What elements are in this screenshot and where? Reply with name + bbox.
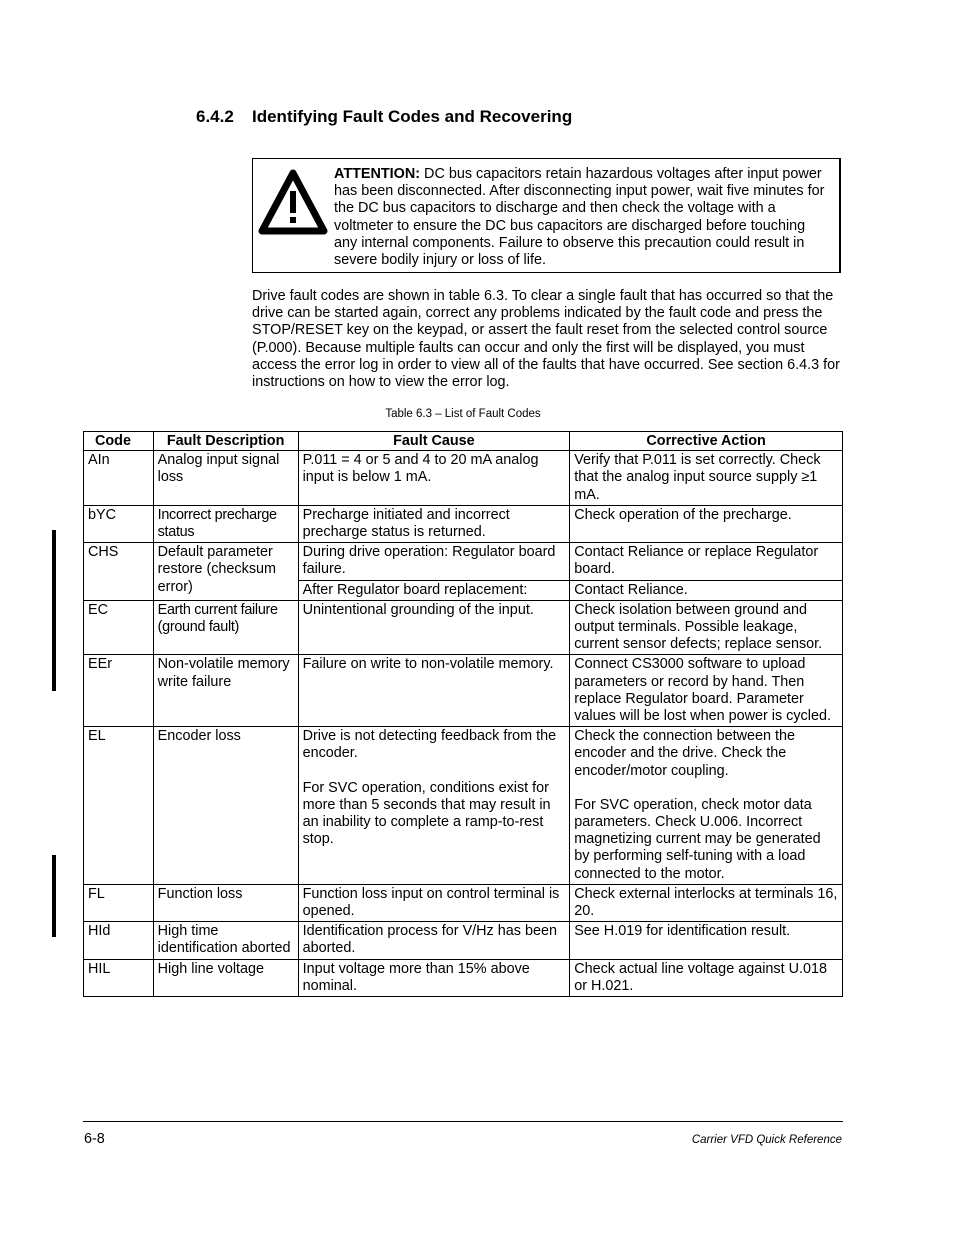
section-number: 6.4.2 <box>196 107 234 126</box>
fault-cause: Function loss input on control terminal is opened. <box>298 884 570 921</box>
fault-cause: During drive operation: Regulator board failure. <box>298 543 570 580</box>
corrective-action: Contact Reliance. <box>570 580 843 600</box>
table-row <box>84 727 843 885</box>
attention-label: ATTENTION: <box>334 166 421 182</box>
table-row <box>84 543 843 580</box>
fault-codes-table <box>83 431 843 997</box>
fault-description: High line voltage <box>153 959 298 996</box>
fault-code: EC <box>84 600 154 655</box>
fault-code: HIL <box>84 959 154 996</box>
fault-description: High time identification aborted <box>153 922 298 959</box>
fault-description: Analog input signal loss <box>153 451 298 506</box>
corrective-action-part: For SVC operation, check motor data parameters. Check U.006. Incorrect magnetizing current may be generated by performing self-tuning with a load connected to the motor. <box>574 796 821 882</box>
table-row <box>84 884 843 921</box>
change-bar <box>52 530 56 691</box>
fault-cause: After Regulator board replacement: <box>298 580 570 600</box>
fault-code: HId <box>84 922 154 959</box>
table-row <box>84 655 843 727</box>
header-cause: Fault Cause <box>298 432 570 451</box>
corrective-action: Contact Reliance or replace Regulator board. <box>570 543 843 580</box>
section-title: Identifying Fault Codes and Recovering <box>252 107 573 126</box>
fault-description: Encoder loss <box>153 727 298 885</box>
fault-cause: Failure on write to non-volatile memory. <box>298 655 570 727</box>
footer-rule <box>83 1121 843 1122</box>
corrective-action: Verify that P.011 is set correctly. Check that the analog input source supply ≥1 mA. <box>570 451 843 506</box>
warning-triangle-icon <box>258 169 328 235</box>
table-row <box>84 451 843 506</box>
corrective-action: Check operation of the precharge. <box>570 505 843 542</box>
table-row <box>84 959 843 996</box>
corrective-action <box>570 727 843 885</box>
change-bar <box>52 855 56 937</box>
fault-cause: P.011 = 4 or 5 and 4 to 20 mA analog input is below 1 mA. <box>298 451 570 506</box>
fault-code: EL <box>84 727 154 885</box>
intro-paragraph: Drive fault codes are shown in table 6.3. To clear a single fault that has occurred so that the drive can be started again, correct any problems indicated by the fault code and press the STOP/RESET key on the keypad, or assert the fault reset from the selected control source (P.000). Because multiple faults can occur and only the first will be displayed, you must access the error log in order to view all of the faults that have occurred. See section 6.4.3 for instructions on how to view the error log. <box>252 288 840 391</box>
fault-cause-part: For SVC operation, conditions exist for more than 5 seconds that may result in an inability to complete a ramp-to-rest stop. <box>302 779 551 848</box>
fault-description: Incorrect precharge status <box>153 505 298 542</box>
fault-cause: Unintentional grounding of the input. <box>298 600 570 655</box>
table-row <box>84 922 843 959</box>
fault-code: EEr <box>84 655 154 727</box>
corrective-action-part: Check the connection between the encoder and the drive. Check the encoder/motor coupling. <box>574 728 796 779</box>
attention-box <box>252 158 841 273</box>
fault-code: FL <box>84 884 154 921</box>
table-row <box>84 505 843 542</box>
fault-description: Non-volatile memory write failure <box>153 655 298 727</box>
fault-description: Default parameter restore (checksum error) <box>153 543 298 601</box>
fault-code: bYC <box>84 505 154 542</box>
fault-description: Earth current failure (ground fault) <box>153 600 298 655</box>
fault-code: CHS <box>84 543 154 601</box>
table-row <box>84 600 843 655</box>
fault-code: AIn <box>84 451 154 506</box>
attention-text <box>334 166 830 269</box>
fault-cause <box>298 727 570 885</box>
fault-description: Function loss <box>153 884 298 921</box>
fault-cause-part: Drive is not detecting feedback from the encoder. <box>302 728 557 762</box>
corrective-action: Check isolation between ground and output terminals. Possible leakage, current sensor defects; replace sensor. <box>570 600 843 655</box>
header-action: Corrective Action <box>570 432 843 451</box>
document-title: Carrier VFD Quick Reference <box>691 1134 842 1146</box>
corrective-action: Connect CS3000 software to upload parameters or record by hand. Then replace Regulator board. Parameter values will be lost when power is cycled. <box>570 655 843 727</box>
page-number: 6-8 <box>84 1131 105 1147</box>
fault-cause: Input voltage more than 15% above nominal. <box>298 959 570 996</box>
header-code: Code <box>84 432 154 451</box>
corrective-action: Check actual line voltage against U.018 or H.021. <box>570 959 843 996</box>
table-header-row <box>84 432 843 451</box>
corrective-action: Check external interlocks at terminals 16, 20. <box>570 884 843 921</box>
corrective-action: See H.019 for identification result. <box>570 922 843 959</box>
fault-cause: Precharge initiated and incorrect precharge status is returned. <box>298 505 570 542</box>
section-heading <box>196 107 572 127</box>
header-description: Fault Description <box>153 432 298 451</box>
fault-cause: Identification process for V/Hz has been aborted. <box>298 922 570 959</box>
table-caption: Table 6.3 – List of Fault Codes <box>385 408 541 420</box>
attention-body: DC bus capacitors retain hazardous voltages after input power has been disconnected. After disconnecting input power, wait five minutes for the DC bus capacitors to discharge and then check the voltage with a voltmeter to ensure the DC bus capacitors are discharged before touching any internal components. Failure to observe this precaution could result in severe bodily injury or loss of life. <box>334 166 825 269</box>
